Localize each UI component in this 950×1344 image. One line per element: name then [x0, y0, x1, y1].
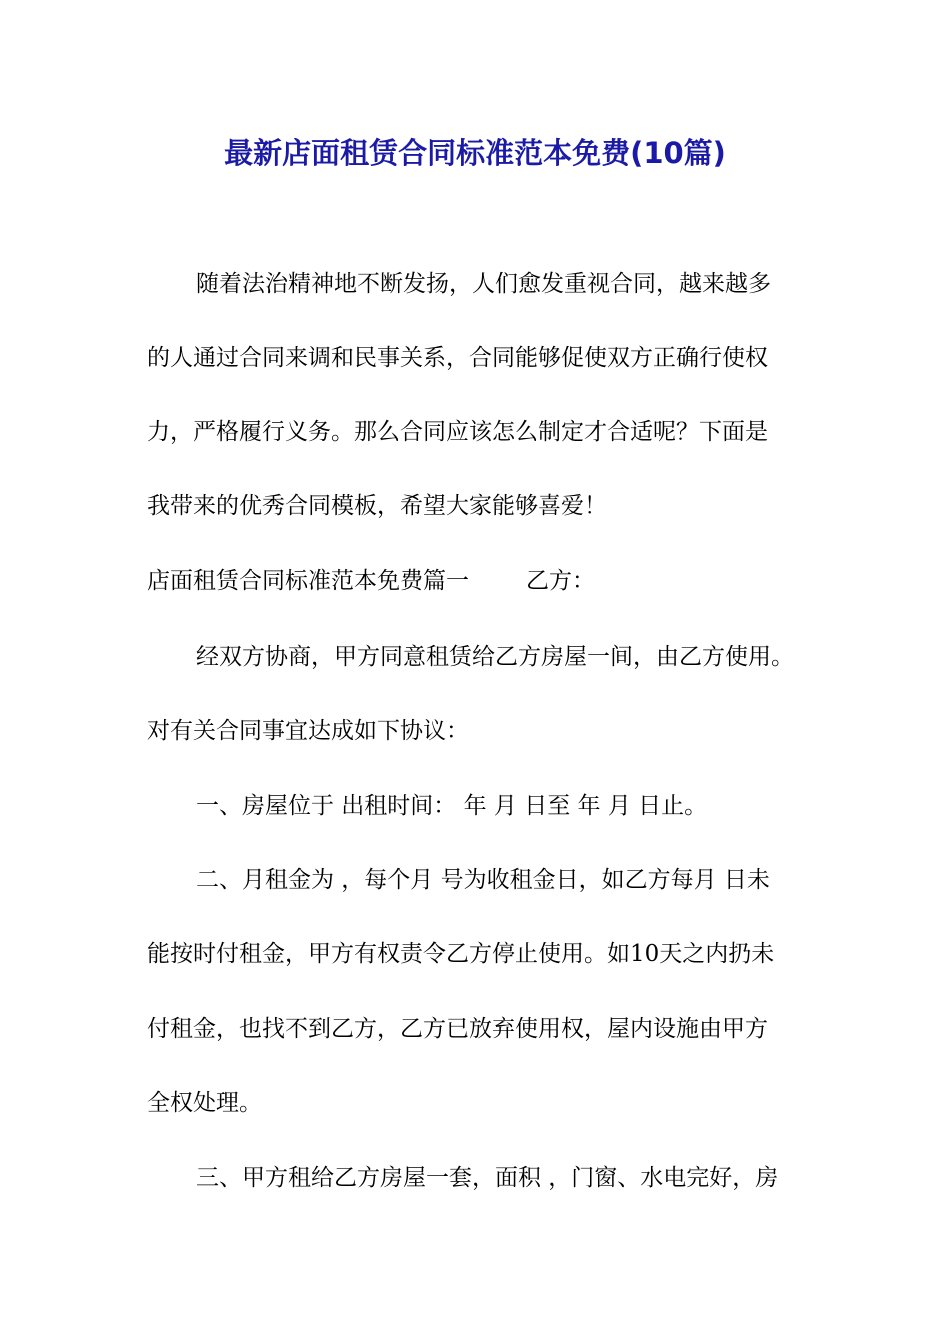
paragraph-line: [0, 711, 950, 751]
paragraph-line: [0, 412, 950, 452]
clause-line: [0, 860, 950, 900]
paragraph-line: [0, 486, 950, 526]
clause-three: 三、甲方租给乙方房屋一套，面积 ，门窗、水电完好，房: [196, 1165, 779, 1191]
line-text: 的人通过合同来调和民事关系，合同能够促使双方正确行使权: [147, 345, 768, 371]
line-text: 对有关合同事宜达成如下协议：: [147, 718, 469, 744]
document-title: 最新店面租赁合同标准范本免费(10篇): [224, 136, 726, 170]
clause-two: 二、月租金为 ，每个月 号为收租金日，如乙方每月 日未: [196, 867, 770, 893]
paragraph-line: [0, 264, 950, 304]
paragraph-line: [0, 338, 950, 378]
clause-line: [0, 786, 950, 826]
line-text: 随着法治精神地不断发扬，人们愈发重视合同，越来越多: [196, 271, 771, 297]
section-heading: 店面租赁合同标准范本免费篇一: [147, 568, 469, 594]
paragraph-line: [0, 934, 950, 974]
paragraph-line: [0, 637, 950, 677]
paragraph-line: [0, 1083, 950, 1123]
line-text: 全权处理。: [147, 1090, 262, 1116]
line-text: 能按时付租金，甲方有权责令乙方停止使用。如10天之内扔未: [147, 941, 775, 967]
paragraph-line: [0, 1009, 950, 1049]
line-text: 经双方协商，甲方同意租赁给乙方房屋一间，由乙方使用。: [196, 644, 794, 670]
clause-one: 一、房屋位于 出租时间： 年 月 日至 年 月 日止。: [196, 793, 708, 819]
line-text: 付租金，也找不到乙方，乙方已放弃使用权，屋内设施由甲方: [147, 1016, 768, 1042]
line-text: 力，严格履行义务。那么合同应该怎么制定才合适呢？下面是: [147, 419, 768, 445]
clause-line: [0, 1158, 950, 1198]
party-b-label: 乙方：: [526, 568, 595, 594]
section-heading-line: [0, 561, 950, 601]
line-text: 我带来的优秀合同模板，希望大家能够喜爱！: [147, 493, 607, 519]
